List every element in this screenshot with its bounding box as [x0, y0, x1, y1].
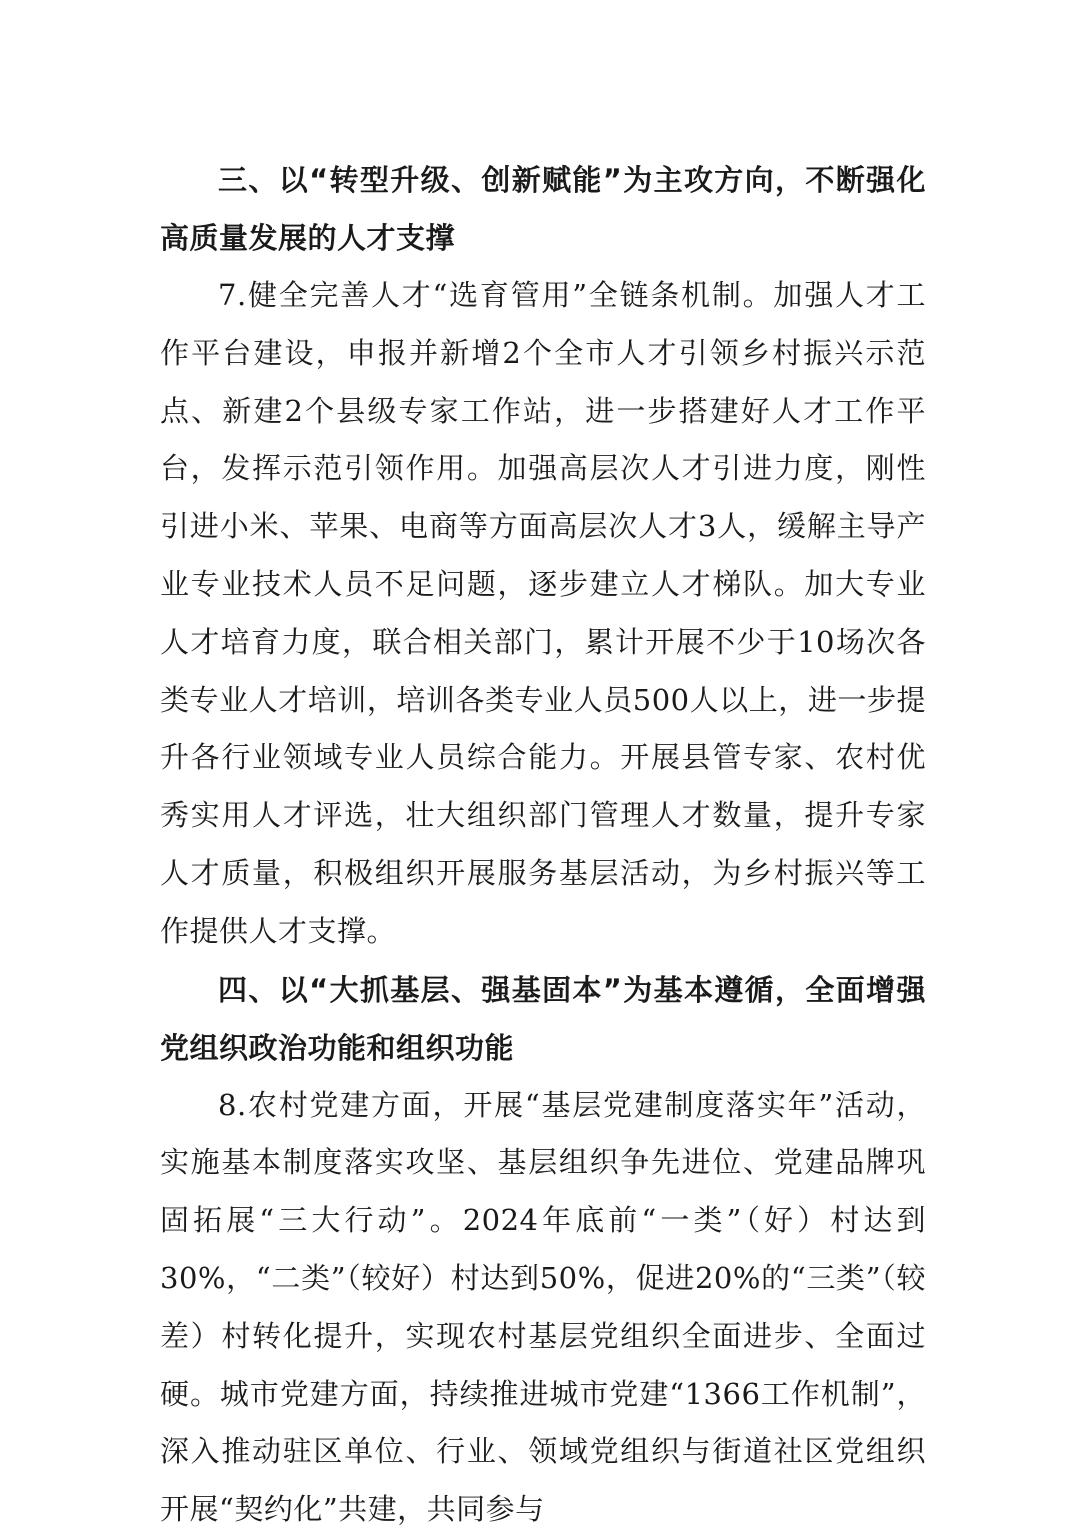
section-4-heading: 四、以“大抓基层、强基固本”为基本遵循，全面增强党组织政治功能和组织功能 [160, 972, 926, 1065]
section-4-paragraph: 8.农村党建方面，开展“基层党建制度落实年”活动，实施基本制度落实攻坚、基层组织争先进位、党建品牌巩固拓展“三大行动”。2024年底前“一类”（好）村达到30%，“二类”（较好）村达到50%，促进20%的“三类”（较差）村转化提升，实现农村基层党组织全面进步、全面过硬。城市党建方面，持续推进城市党建“1366工作机制”，深入推动驻区单位、行业、领域党组织与街道社区党组织开展“契约化”共建，共同参与 [160, 1087, 926, 1527]
section-3-heading: 三、以“转型升级、创新赋能”为主攻方向，不断强化高质量发展的人才支撑 [160, 163, 926, 255]
document-body [160, 151, 926, 1539]
section-3-paragraph: 7.健全完善人才“选育管用”全链条机制。加强人才工作平台建设，申报并新增2个全市人才引领乡村振兴示范点、新建2个县级专家工作站，进一步搭建好人才工作平台，发挥示范引领作用。加强高层次人才引进力度，刚性引进小米、苹果、电商等方面高层次人才3人，缓解主导产业专业技术人员不足问题，逐步建立人才梯队。加大专业人才培育力度，联合相关部门，累计开展不少于10场次各类专业人才培训，培训各类专业人员500人以上，进一步提升各行业领域专业人员综合能力。开展县管专家、农村优秀实用人才评选，壮大组织部门管理人才数量，提升专家人才质量，积极组织开展服务基层活动，为乡村振兴等工作提供人才支撑。 [160, 278, 926, 948]
